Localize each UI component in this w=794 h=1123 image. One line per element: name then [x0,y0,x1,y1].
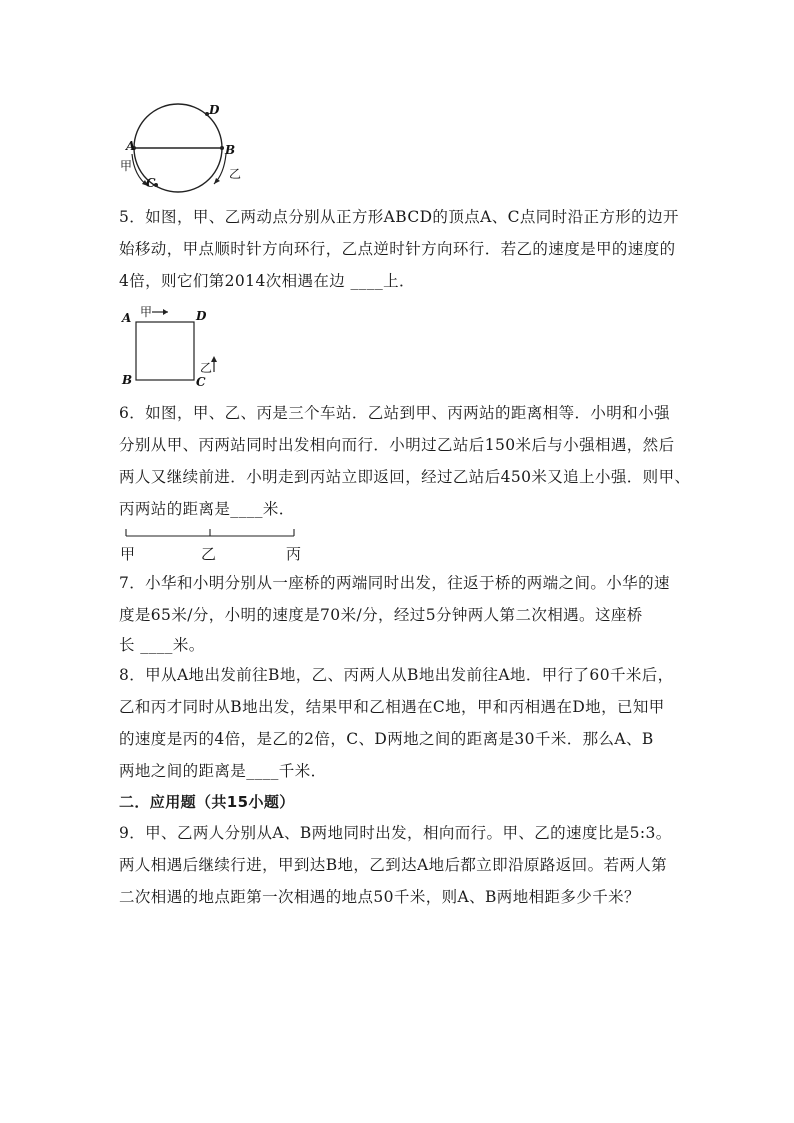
square-yi-label: 乙 [200,361,213,375]
corner-c-label: C [196,375,206,389]
q9-line-3: 二次相遇的地点距第一次相遇的地点50千米，则A、B两地相距多少千米？ [119,888,640,906]
corner-b-label: B [122,373,133,387]
circle-figure [112,98,252,198]
q9-line-1: 9．甲、乙两人分别从A、B两地同时出发，相向而行。甲、乙的速度比是5:3。 [119,824,672,842]
yi-label: 乙 [229,167,242,181]
point-a-label: A [126,139,136,153]
q6-line-4: 丙两站的距离是____米． [119,500,295,518]
q7-line-2: 度是65米/分，小明的速度是70米/分，经过5分钟两人第二次相遇。这座桥 [119,606,643,624]
q5-line-3: 4倍，则它们第2014次相遇在边 ____上． [119,272,415,290]
square-figure [116,302,226,390]
q6-line-2: 分别从甲、丙两站同时出发相向而行．小明过乙站后150米后与小强相遇，然后 [119,436,675,454]
station-yi-label: 乙 [201,545,217,563]
q6-line-1: 6．如图，甲、乙、丙是三个车站．乙站到甲、丙两站的距离相等．小明和小强 [119,404,670,422]
q8-line-4: 两地之间的距离是____千米． [119,762,327,780]
station-jia-label: 甲 [120,545,136,563]
stations-line-figure [120,524,300,540]
station-bing-label: 丙 [286,545,302,563]
point-b-label: B [225,143,236,157]
q9-line-2: 两人相遇后继续行进，甲到达B地，乙到达A地后都立即沿原路返回。若两人第 [119,856,668,874]
q8-line-1: 8．甲从A地出发前往B地，乙、丙两人从B地出发前往A地．甲行了60千米后， [119,666,674,684]
q5-line-1: 5．如图，甲、乙两动点分别从正方形ABCD的顶点A、C点同时沿正方形的边开 [119,208,679,226]
q7-line-3: 长 ____米。 [119,636,205,654]
point-d-label: D [209,103,220,117]
q5-line-2: 始移动，甲点顺时针方向环行，乙点逆时针方向环行．若乙的速度是甲的速度的 [119,240,676,258]
square-jia-label: 甲 [140,305,153,319]
q7-line-1: 7．小华和小明分别从一座桥的两端同时出发，往返于桥的两端之间。小华的速 [119,574,670,592]
jia-label: 甲 [120,159,133,173]
q8-line-2: 乙和丙才同时从B地出发，结果甲和乙相遇在C地，甲和丙相遇在D地，已知甲 [119,698,665,716]
corner-d-label: D [196,309,207,323]
corner-a-label: A [122,311,132,325]
point-c-label: C [146,176,156,190]
q8-line-3: 的速度是丙的4倍，是乙的2倍，C、D两地之间的距离是30千米．那么A、B [119,730,654,748]
section-heading: 二．应用题（共15小题） [119,793,295,811]
q6-line-3: 两人又继续前进．小明走到丙站立即返回，经过乙站后450米又追上小强．则甲、 [119,468,691,486]
